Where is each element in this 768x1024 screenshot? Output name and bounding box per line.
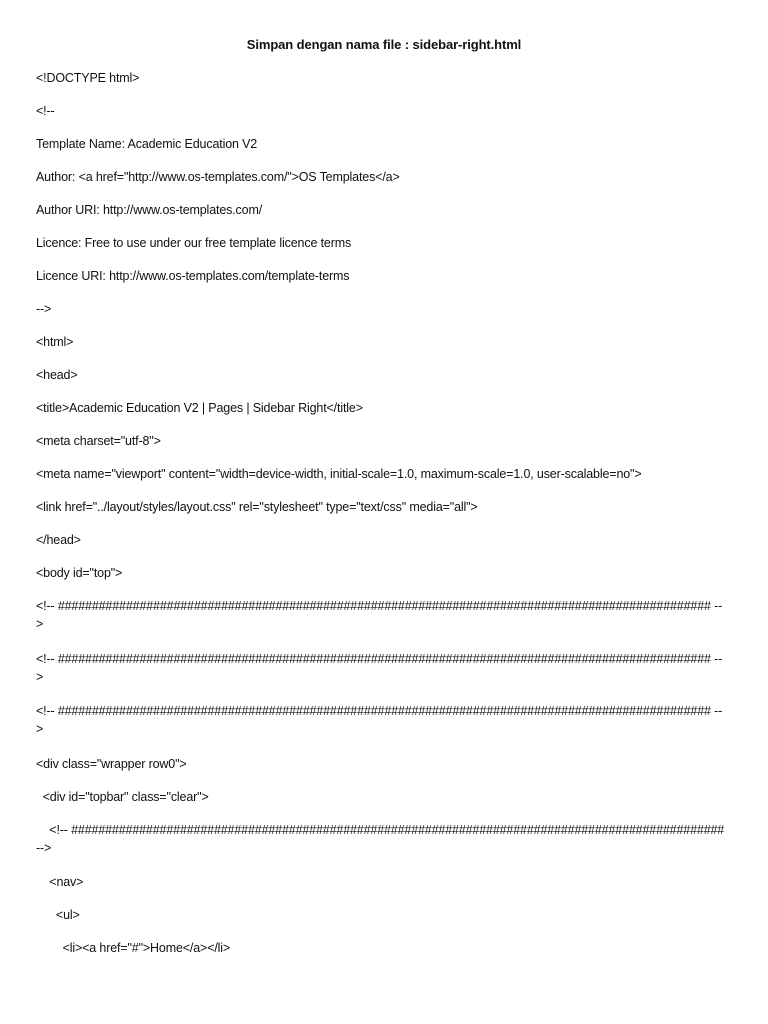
code-line: Author URI: http://www.os-templates.com/ <box>36 203 263 217</box>
code-line: <div id="topbar" class="clear"> <box>36 790 209 804</box>
code-line: <meta charset="utf-8"> <box>36 434 161 448</box>
code-line: Licence URI: http://www.os-templates.com/template-terms <box>36 269 350 283</box>
code-line: <!-- ################################################################################################ -- <box>36 704 723 718</box>
code-line: > <box>36 722 44 736</box>
code-line: <link href="../layout/styles/layout.css" rel="stylesheet" type="text/css" media="all"> <box>36 500 478 514</box>
code-line: <ul> <box>36 908 80 922</box>
code-line: > <box>36 617 44 631</box>
code-line: Template Name: Academic Education V2 <box>36 137 258 151</box>
code-line: > <box>36 670 44 684</box>
code-line: <head> <box>36 368 78 382</box>
code-line: <nav> <box>36 875 84 889</box>
code-line: <html> <box>36 335 74 349</box>
document-title: Simpan dengan nama file : sidebar-right.html <box>246 37 522 52</box>
code-line: Licence: Free to use under our free template licence terms <box>36 236 352 250</box>
code-line: <!-- ################################################################################################ -- <box>36 599 723 613</box>
code-line: <meta name="viewport" content="width=device-width, initial-scale=1.0, maximum-scale=1.0, user-scalable=no"> <box>36 467 642 481</box>
code-line: <li><a href="#">Home</a></li> <box>36 941 231 955</box>
code-line: <div class="wrapper row0"> <box>36 757 187 771</box>
code-line: <!DOCTYPE html> <box>36 71 140 85</box>
code-line: Author: <a href="http://www.os-templates.com/">OS Templates</a> <box>36 170 400 184</box>
code-line: <!-- ################################################################################################ -- <box>36 652 723 666</box>
code-line: <title>Academic Education V2 | Pages | Sidebar Right</title> <box>36 401 363 415</box>
code-line: </head> <box>36 533 81 547</box>
code-line: <body id="top"> <box>36 566 123 580</box>
code-line: --> <box>36 302 52 316</box>
code-line: <!-- ################################################################################################ <box>36 823 725 837</box>
code-line: <!-- <box>36 104 55 118</box>
code-line: --> <box>36 841 52 855</box>
